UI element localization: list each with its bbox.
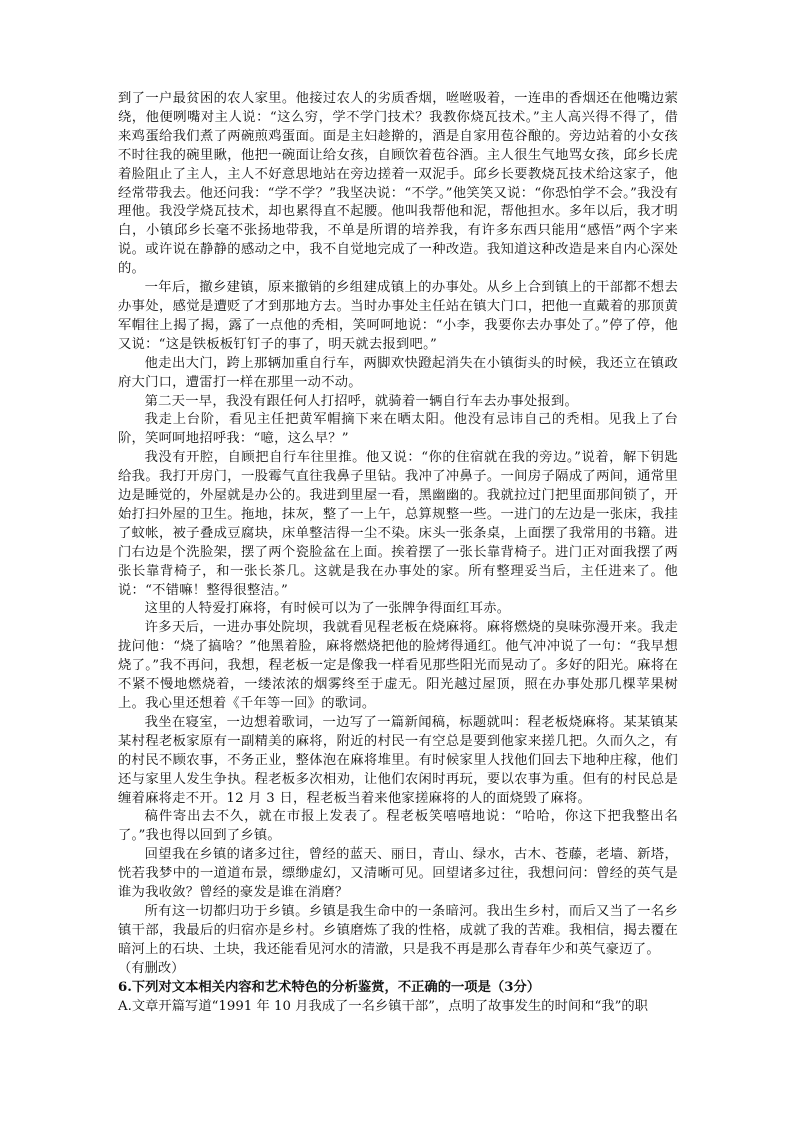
paragraph-3: 他走出大门，跨上那辆加重自行车，两脚欢快蹬起消失在小镇街头的时候，我还立在镇政府大门口，遭雷打一样在那里一动不动。 bbox=[118, 355, 678, 390]
paragraph-2: 一年后，撤乡建镇，原来撤销的乡组建成镇上的办事处。从乡上合到镇上的干部都不想去办事处，感觉是遭贬了才到那地方去。当时办事处主任站在镇大门口，把他一直戴着的那顶黄军帽往上揭了揭，露了一点他的秃相，笑呵呵地说：“小李，我要你去办事处了。”停了停，他又说：“这是铁板板钉钉子的事了，明天就去报到吧。” bbox=[118, 280, 678, 352]
paragraph-5: 我走上台阶，看见主任把黄军帽摘下来在晒太阳。他没有忌讳自己的秃相。见我上了台阶，笑呵呵地招呼我：“噫，这么早？” bbox=[118, 412, 678, 447]
paragraph-12: 所有这一切都归功于乡镇。乡镇是我生命中的一条暗河。我出生乡村，而后又当了一名乡镇干部，我最后的归宿亦是乡村。乡镇磨炼了我的性格，成就了我的苦难。我相信，揭去覆在暗河上的石块、土块，我还能看见河水的清澈，只是我不再是那么青春年少和英气豪迈了。 bbox=[118, 903, 678, 957]
paragraph-10: 稿件寄出去不久，就在市报上发表了。程老板笑嘻嘻地说：“哈哈，你这下把我整出名了。”我也得以回到了乡镇。 bbox=[118, 809, 678, 844]
document-page bbox=[118, 90, 678, 1016]
question-6: 6.下列对文本相关内容和艺术特色的分析鉴赏，不正确的一项是（3分） bbox=[118, 979, 541, 995]
question-6-option-a: A.文章开篇写道“1991 年 10 月我成了一名乡镇干部”，点明了故事发生的时间和“我”的职 bbox=[118, 998, 648, 1014]
paragraph-4: 第二天一早，我没有跟任何人打招呼，就骑着一辆自行车去办事处报到。 bbox=[144, 393, 579, 409]
paragraph-1: 到了一户最贫困的农人家里。他接过农人的劣质香烟，咝咝吸着，一连串的香烟还在他嘴边萦绕，他便咧嘴对主人说：“这么穷，学不学门技术？我教你烧瓦技术。”主人高兴得不得了，借来鸡蛋给我们煮了两碗煎鸡蛋面。面是主妇趁擀的，酒是自家用苞谷酿的。旁边站着的小女孩不时往我的碗里瞅，他把一碗面让给女孩，自顾饮着苞谷酒。主人很生气地骂女孩，邱乡长虎着脸阻止了主人，主人不好意思地站在旁边搓着一双泥手。邱乡长要教烧瓦技术给这家子，他经常带我去。他还问我：“学不学？”我坚决说：“不学。”他笑笑又说：“你恐怕学不会。”我没有理他。我没学烧瓦技术，却也累得直不起腰。他叫我帮他和泥，帮他担水。多年以后，我才明白，小镇邱乡长毫不张扬地带我，不单是所谓的培养我，有许多东西只能用“感悟”两个字来说。或许说在静静的感动之中，我不自觉地完成了一种改造。我知道这种改造是来自内心深处的。 bbox=[118, 91, 678, 277]
revision-note: （有删改） bbox=[118, 960, 185, 976]
paragraph-9: 我坐在寝室，一边想着歌词，一边写了一篇新闻稿，标题就叫：程老板烧麻将。某某镇某某村程老板家原有一副精美的麻将，附近的村民一有空总是要到他家来搓几把。久而久之，有的村民不顾农事，不务正业，整体泡在麻将堆里。有时候家里人找他们回去下地种庄稼，他们还与家里人发生争执。程老板多次相劝，让他们农闲时再玩，要以农事为重。但有的村民总是缠着麻将走不开。12 月 3 日，程老板当着来他家搓麻将的人的面烧毁了麻将。 bbox=[118, 714, 678, 806]
paragraph-8: 许多天后，一进办事处院坝，我就看见程老板在烧麻将。麻将燃烧的臭味弥漫开来。我走拢问他：“烧了搞啥？”他黑着脸，麻将燃烧把他的脸烤得通红。他气冲冲说了一句：“我早想烧了。”我不再问，我想，程老板一定是像我一样看见那些阳光而晃动了。多好的阳光。麻将在不紧不慢地燃烧着，一缕浓浓的烟雾终至于虚无。阳光越过屋顶，照在办事处那几棵苹果树上。我心里还想着《千年等一回》的歌词。 bbox=[118, 620, 678, 711]
paragraph-6: 我没有开腔，自顾把自行车往里推。他又说：“你的住宿就在我的旁边。”说着，解下钥匙给我。我打开房门，一股霉气直往我鼻子里钻。我冲了冲鼻子。一间房子隔成了两间，通常里边是睡觉的，外屋就是办公的。我进到里屋一看，黑幽幽的。我就拉过门把里面那间锁了，开始打扫外屋的卫生。拖地，抹灰，整了一上午，总算规整一些。一进门的左边是一张床，我挂了蚊帐，被子叠成豆腐块，床单整洁得一尘不染。床头一张条桌，上面摆了我常用的书籍。进门右边是个洗脸架，摆了两个瓷脸盆在上面。挨着摆了一张长靠背椅子。进门正对面我摆了两张长靠背椅子，和一张长茶几。这就是我在办事处的家。所有整理妥当后，主任进来了。他说：“不错嘛！整得很整洁。” bbox=[118, 450, 678, 598]
paragraph-11: 回望我在乡镇的诸多过往，曾经的蓝天、丽日，青山、绿水，古木、苍藤，老墙、新塔，恍若我梦中的一道道布景，缥缈虚幻，又清晰可见。回望诸多过往，我想问问：曾经的英气是谁为我收敛？曾经的豪发是谁在消磨？ bbox=[118, 847, 678, 901]
article-body bbox=[118, 90, 678, 960]
paragraph-7: 这里的人特爱打麻将，有时候可以为了一张牌争得面红耳赤。 bbox=[144, 601, 511, 617]
